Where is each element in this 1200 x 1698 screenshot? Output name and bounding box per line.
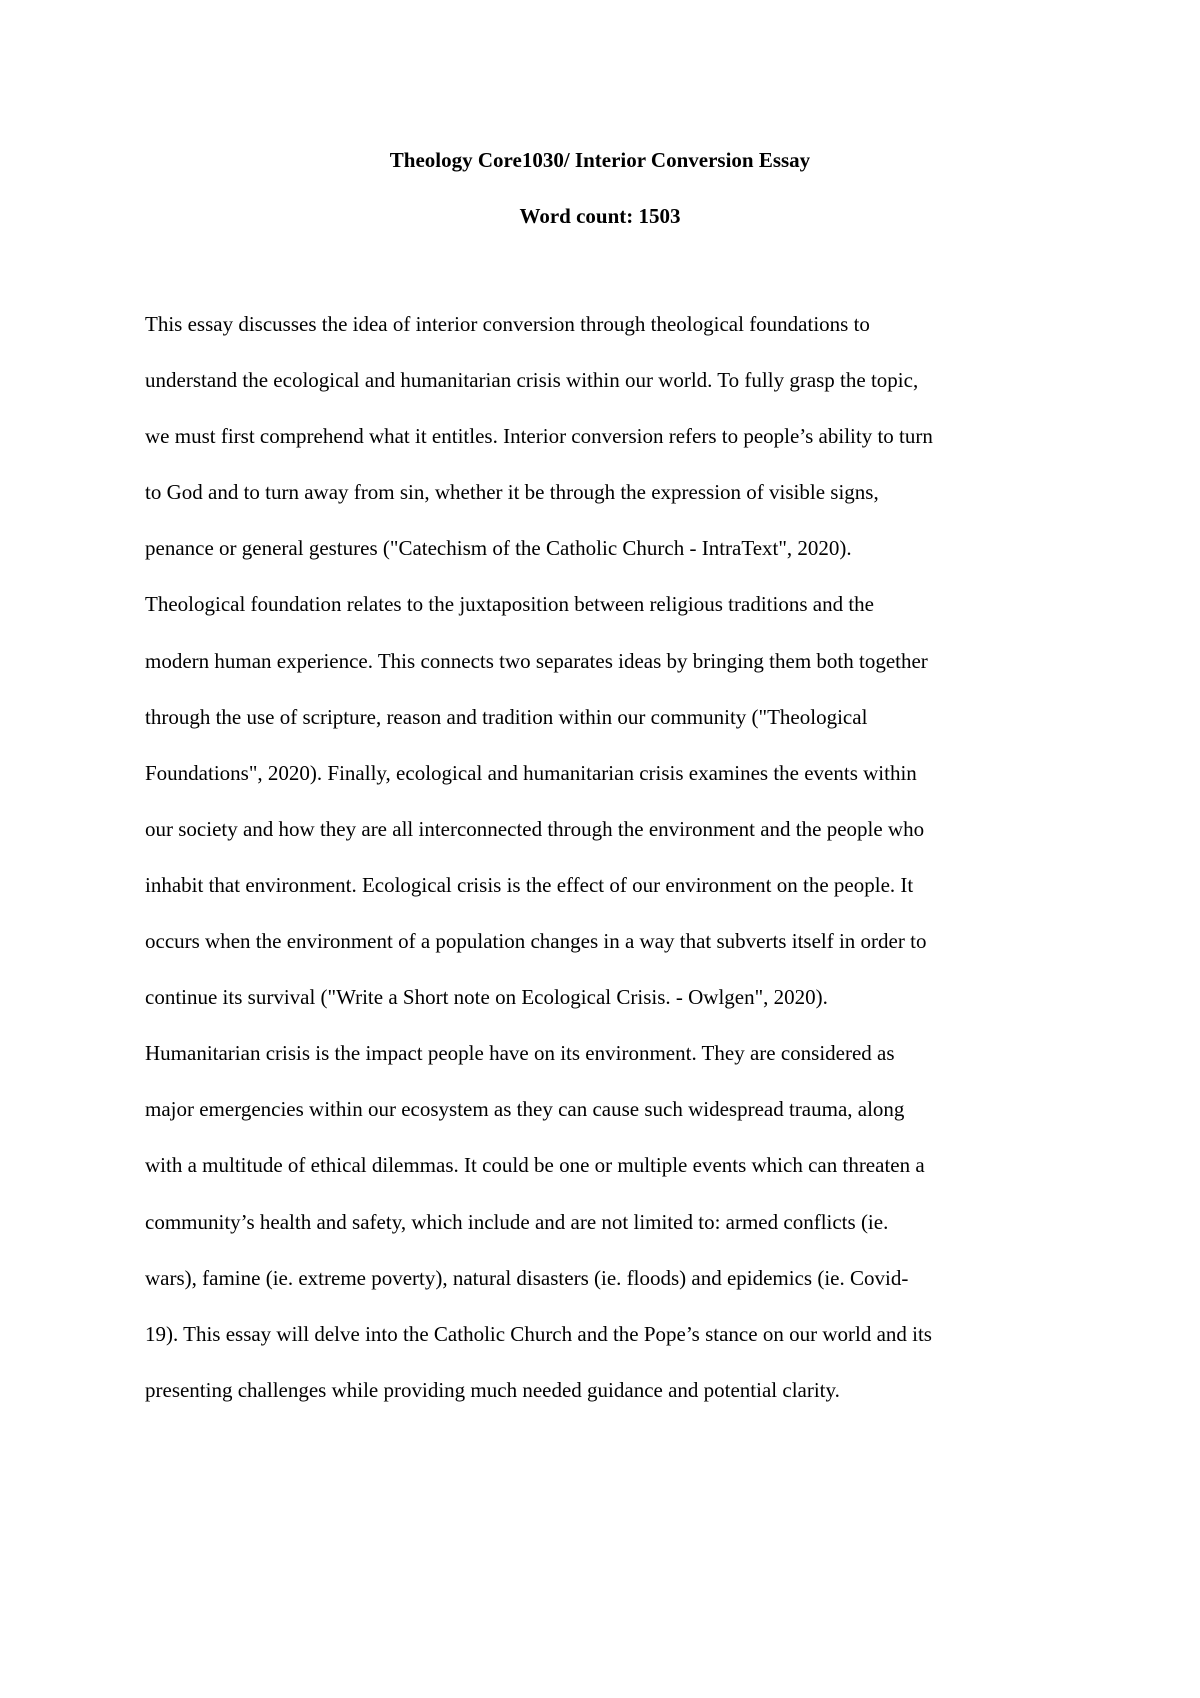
essay-line: occurs when the environment of a population changes in a way that subverts itself in order to bbox=[145, 929, 927, 954]
essay-line: understand the ecological and humanitarian crisis within our world. To fully grasp the topic, bbox=[145, 368, 919, 393]
essay-line: with a multitude of ethical dilemmas. It could be one or multiple events which can threaten a bbox=[145, 1153, 925, 1178]
essay-line: our society and how they are all interconnected through the environment and the people who bbox=[145, 816, 925, 841]
essay-line: major emergencies within our ecosystem as they can cause such widespread trauma, along bbox=[145, 1097, 905, 1122]
essay-line: community’s health and safety, which include and are not limited to: armed conflicts (ie. bbox=[145, 1209, 889, 1234]
essay-line: we must first comprehend what it entitles. Interior conversion refers to people’s ability to turn bbox=[145, 424, 933, 449]
document-title: Theology Core1030/ Interior Conversion Essay bbox=[389, 148, 811, 172]
essay-line: wars), famine (ie. extreme poverty), natural disasters (ie. floods) and epidemics (ie. Covid- bbox=[145, 1265, 909, 1290]
essay-line: presenting challenges while providing much needed guidance and potential clarity. bbox=[145, 1377, 840, 1402]
essay-line: penance or general gestures ("Catechism of the Catholic Church - IntraText", 2020). bbox=[145, 536, 852, 561]
essay-line: inhabit that environment. Ecological crisis is the effect of our environment on the people. It bbox=[145, 872, 914, 897]
essay-line: Humanitarian crisis is the impact people have on its environment. They are considered as bbox=[145, 1041, 895, 1066]
essay-body bbox=[145, 312, 1085, 1434]
essay-line: through the use of scripture, reason and tradition within our community ("Theological bbox=[145, 704, 868, 729]
essay-line: Foundations", 2020). Finally, ecological and humanitarian crisis examines the events within bbox=[145, 760, 917, 785]
essay-line: modern human experience. This connects two separates ideas by bringing them both together bbox=[145, 648, 928, 673]
word-count: Word count: 1503 bbox=[519, 204, 681, 228]
essay-line: Theological foundation relates to the juxtaposition between religious traditions and the bbox=[145, 592, 874, 617]
essay-line: 19). This essay will delve into the Catholic Church and the Pope’s stance on our world and its bbox=[145, 1321, 932, 1346]
essay-line: This essay discusses the idea of interior conversion through theological foundations to bbox=[145, 312, 870, 336]
essay-line: to God and to turn away from sin, whether it be through the expression of visible signs, bbox=[145, 480, 879, 505]
essay-line: continue its survival ("Write a Short note on Ecological Crisis. - Owlgen", 2020). bbox=[145, 985, 828, 1010]
